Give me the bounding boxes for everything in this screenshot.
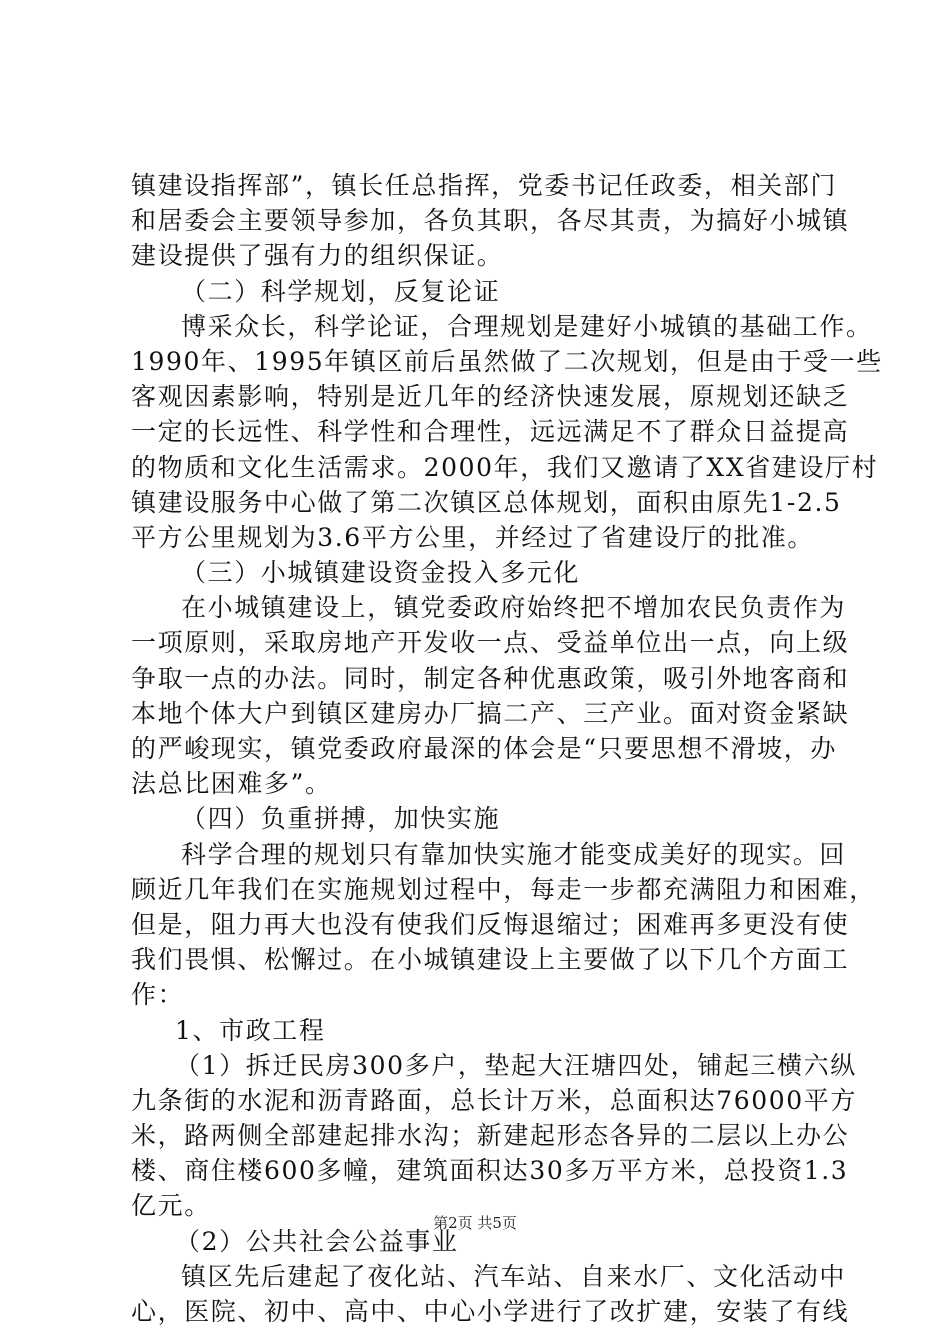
text-line: 和居委会主要领导参加，各负其职，各尽其责，为搞好小城镇 <box>131 206 850 236</box>
text-line: 镇建设服务中心做了第二次镇区总体规划，面积由原先1-2.5 <box>131 487 842 517</box>
document-body <box>131 168 883 1329</box>
text-line: 的物质和文化生活需求。2000年，我们又邀请了XX省建设厅村 <box>131 452 879 482</box>
text-line: 平方公里规划为3.6平方公里，并经过了省建设厅的批准。 <box>131 522 814 552</box>
text-line: 法总比困难多”。 <box>131 769 332 799</box>
text-line: （1）拆迁民房300多户，垫起大汪塘四处，铺起三横六纵 <box>175 1050 857 1080</box>
text-line: 镇区先后建起了夜化站、汽车站、自来水厂、文化活动中 <box>181 1261 847 1291</box>
text-line: （三）小城镇建设资金投入多元化 <box>181 558 581 588</box>
text-line: 楼、商住楼600多幢，建筑面积达30多万平方米，总投资1.3 <box>131 1156 849 1186</box>
text-line: 的严峻现实，镇党委政府最深的体会是“只要思想不滑坡，办 <box>131 734 837 763</box>
text-line: 1、市政工程 <box>175 1015 326 1045</box>
text-line: 博采众长，科学论证，合理规划是建好小城镇的基础工作。 <box>181 311 873 341</box>
text-line: 在小城镇建设上，镇党委政府始终把不增加农民负责作为 <box>181 593 847 623</box>
text-line: （2）公共社会公益事业 <box>175 1226 459 1256</box>
text-line: 心，医院、初中、高中、中心小学进行了改扩建，安装了有线 <box>131 1297 850 1326</box>
page-footer: 第2页 共5页 <box>433 1214 517 1232</box>
text-line: 但是，阻力再大也没有使我们反悔退缩过；困难再多更没有使 <box>131 909 850 939</box>
text-line: 一定的长远性、科学性和合理性，远远满足不了群众日益提高 <box>131 417 850 447</box>
text-line: 客观因素影响，特别是近几年的经济快速发展，原规划还缺乏 <box>131 382 850 412</box>
text-line: 一项原则，采取房地产开发收一点、受益单位出一点，向上级 <box>131 628 850 658</box>
text-line: （二）科学规划，反复论证 <box>181 276 501 306</box>
text-line: 九条街的水泥和沥青路面，总长计万米，总面积达76000平方 <box>131 1085 857 1115</box>
text-line: （四）负重拼搏，加快实施 <box>181 804 501 834</box>
text-line: 作： <box>131 980 185 1010</box>
text-line: 亿元。 <box>131 1191 211 1221</box>
text-line: 争取一点的办法。同时，制定各种优惠政策，吸引外地客商和 <box>131 663 850 693</box>
text-line: 顾近几年我们在实施规划过程中，每走一步都充满阻力和困难， <box>131 874 876 904</box>
text-line: 本地个体大户到镇区建房办厂搞二产、三产业。面对资金紧缺 <box>131 698 850 728</box>
text-line: 1990年、1995年镇区前后虽然做了二次规划，但是由于受一些 <box>131 346 883 376</box>
text-line: 科学合理的规划只有靠加快实施才能变成美好的现实。回 <box>181 839 847 869</box>
text-line: 米，路两侧全部建起排水沟；新建起形态各异的二层以上办公 <box>131 1121 850 1151</box>
text-line: 镇建设指挥部”，镇长任总指挥，党委书记任政委，相关部门 <box>131 171 837 200</box>
text-line: 建设提供了强有力的组织保证。 <box>131 241 504 271</box>
text-line: 我们畏惧、松懈过。在小城镇建设上主要做了以下几个方面工 <box>131 945 850 975</box>
